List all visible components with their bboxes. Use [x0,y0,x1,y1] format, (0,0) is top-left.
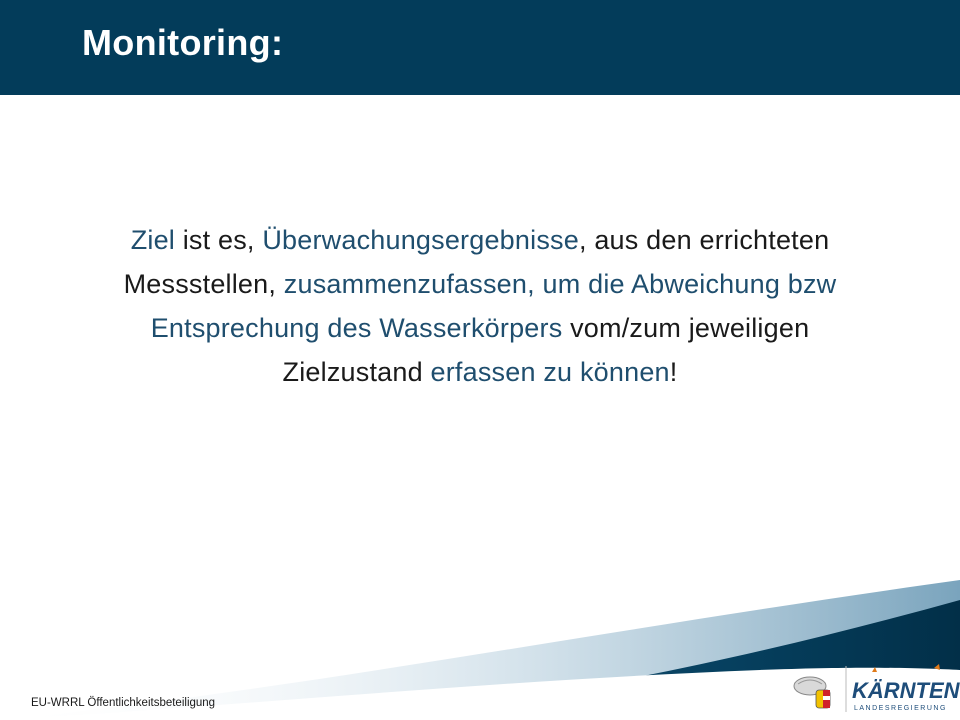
body-segment: Ziel [130,225,176,255]
carinthia-coat-of-arms-icon [794,677,830,708]
footer-text: EU-WRRL Öffentlichkeitsbeteiligung [31,697,216,709]
body-segment: Überwachungsergebnisse [262,225,579,255]
body-segment: , aus den errichteten Messstellen, [123,225,830,299]
body-segment: ist es, [175,225,263,255]
logo-wordmark: KÄRNTEN [852,678,960,703]
slide-body-text [90,218,870,394]
title-bar [0,0,960,95]
kaernten-logo [788,660,960,716]
body-segment: erfassen zu können [430,357,670,387]
body-segment: zusammenzufassen, um die Abweichung bzw Entsprechung des Wasserkörpers [150,269,837,343]
body-segment: vom/zum jeweiligen Zielzustand [282,313,810,387]
body-segment: ! [669,357,678,387]
logo-subtitle: LANDESREGIERUNG [854,705,947,712]
slide-title: Monitoring: [82,22,284,63]
